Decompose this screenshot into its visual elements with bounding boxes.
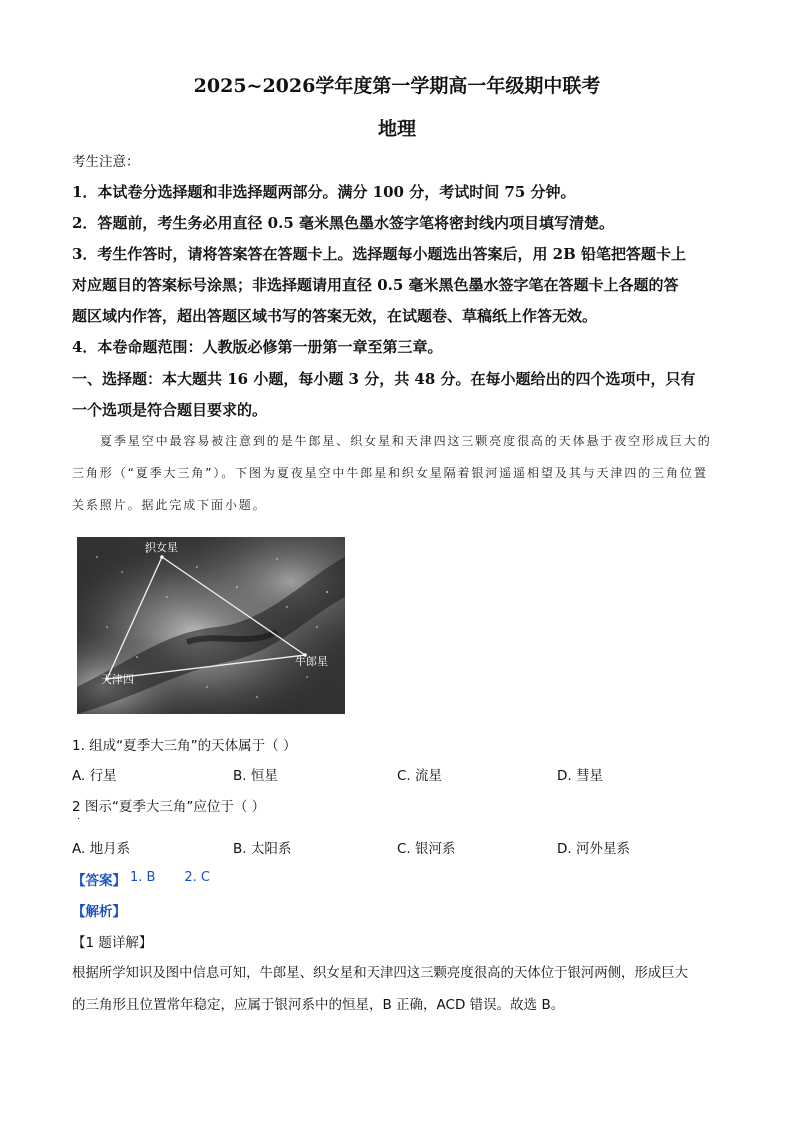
section-heading-line-2: 一个选项是符合题目要求的。	[72, 401, 268, 419]
notice-item-3-line-3: 题区域内作答，超出答题区域书写的答案无效，在试题卷、草稿纸上作答无效。	[72, 307, 598, 325]
section-heading-line-1: 一、选择题：本大题共 16 小题，每小题 3 分，共 48 分。在每小题给出的四个选项中，只有	[72, 370, 696, 388]
analysis-line-2: 的三角形且位置常年稳定，应属于银河系中的恒星，B 正确，ACD 错误。故选 B。	[72, 997, 565, 1013]
intro-line-2: 三角形（“夏季大三角”）。下图为夏夜星空中牛郎星和织女星隔着银河遥遥相望及其与天津四的三角位置	[72, 466, 708, 480]
stray-dot: ·	[77, 814, 81, 825]
analysis-line-1: 根据所学知识及图中信息可知，牛郎星、织女星和天津四这三颗亮度很高的天体位于银河两侧，形成巨大	[72, 966, 688, 981]
label-vega: 织女星	[145, 541, 178, 554]
question-2-option-c: C. 银河系	[397, 841, 456, 857]
notice-item-4: 4．本卷命题范围：人教版必修第一册第一章至第三章。	[72, 338, 443, 356]
exam-title: 2025~2026学年度第一学期高一年级期中联考	[193, 75, 601, 97]
intro-line-1: 夏季星空中最容易被注意到的是牛郎星、织女星和天津四这三颗亮度很高的天体悬于夜空形成巨大的	[100, 434, 712, 448]
question-1-stem: 1. 组成“夏季大三角”的天体属于（ ）	[72, 738, 297, 754]
analysis-subheading-1: 【1 题详解】	[72, 935, 153, 951]
question-1-option-a: A. 行星	[72, 768, 117, 784]
answer-tag: 【答案】	[72, 873, 126, 889]
question-1-option-c: C. 流星	[397, 768, 443, 784]
question-2-option-b: B. 太阳系	[233, 841, 292, 857]
summer-triangle-photo	[77, 537, 345, 714]
label-altair: 牛郎星	[295, 655, 328, 668]
analysis-tag: 【解析】	[72, 904, 126, 920]
question-2-option-d: D. 河外星系	[557, 841, 630, 857]
question-1-option-b: B. 恒星	[233, 768, 278, 784]
notice-heading: 考生注意：	[72, 154, 140, 170]
question-2-option-a: A. 地月系	[72, 841, 131, 857]
question-2-stem: 2 图示“夏季大三角”应位于（ ）	[72, 799, 266, 815]
intro-line-3: 关系照片。据此完成下面小题。	[72, 498, 267, 512]
notice-item-1: 1．本试卷分选择题和非选择题两部分。满分 100 分，考试时间 75 分钟。	[72, 183, 576, 201]
subject-title: 地理	[377, 118, 416, 140]
notice-item-3-line-2: 对应题目的答案标号涂黑；非选择题请用直径 0.5 毫米黑色墨水签字笔在答题卡上各题的答	[72, 276, 679, 294]
question-1-option-d: D. 彗星	[557, 768, 603, 784]
label-deneb: 天津四	[101, 673, 134, 686]
notice-item-3-line-1: 3．考生作答时，请将答案答在答题卡上。选择题每小题选出答案后，用 2B 铅笔把答题卡上	[72, 245, 687, 263]
answer-value: 1. B 2. C	[130, 870, 210, 885]
notice-item-2: 2．答题前，考生务必用直径 0.5 毫米黑色墨水签字笔将密封线内项目填写清楚。	[72, 214, 614, 232]
